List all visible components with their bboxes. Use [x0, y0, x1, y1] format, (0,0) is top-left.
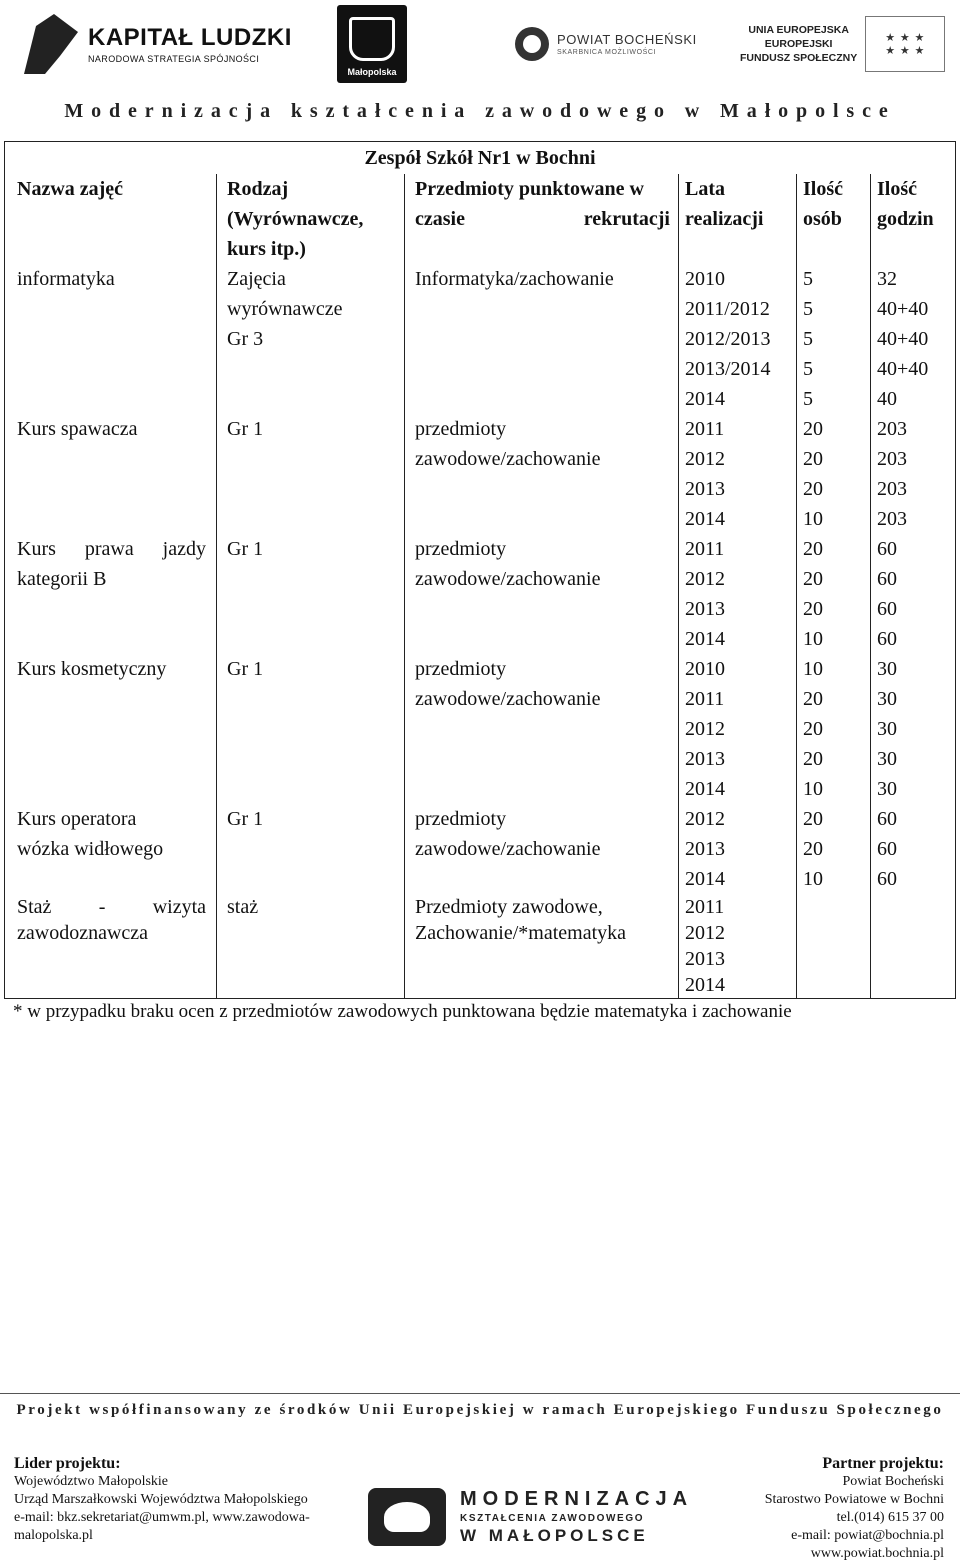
year: 2014 — [685, 868, 725, 890]
malopolska-name: Małopolska — [347, 67, 397, 77]
cell-name — [5, 654, 217, 804]
people-count: 20 — [803, 598, 823, 620]
year: 2014 — [685, 974, 725, 996]
cell-people — [797, 654, 871, 804]
footnote: * w przypadku braku ocen z przedmiotów zawodowych punktowana będzie matematyka i zachowanie — [13, 1001, 792, 1022]
course-name: Kurs operatora wózka widłowego — [17, 808, 164, 860]
scored-subjects: przedmioty — [415, 418, 507, 440]
people-count: 10 — [803, 778, 823, 800]
lider-block — [14, 1455, 334, 1545]
scored-subjects: przedmioty — [415, 808, 507, 830]
partner-line: Powiat Bocheński — [842, 1474, 944, 1489]
cell-type — [217, 534, 405, 654]
year: 2013 — [685, 598, 725, 620]
malopolska-emblem-icon — [349, 17, 395, 61]
kapital-ludzki-logo — [18, 8, 292, 80]
cell-years — [679, 414, 797, 534]
hours-count: 60 — [877, 628, 897, 650]
cell-type — [217, 264, 405, 414]
year: 2011 — [685, 418, 725, 440]
lider-website[interactable]: malopolska.pl — [14, 1528, 93, 1543]
powiat-bochenski-logo — [515, 8, 697, 80]
hours-count: 30 — [877, 778, 897, 800]
hours-count: 40 — [877, 388, 897, 410]
year: 2014 — [685, 778, 725, 800]
hours-count: 32 — [877, 268, 897, 290]
year: 2011/2012 — [685, 298, 770, 320]
people-count: 20 — [803, 568, 823, 590]
cell-name — [5, 264, 217, 414]
hours-count: 203 — [877, 418, 907, 440]
hours-count: 203 — [877, 508, 907, 530]
cell-hours — [871, 414, 956, 534]
cell-people — [797, 894, 871, 999]
course-type: staż — [227, 896, 259, 918]
people-count: 20 — [803, 418, 823, 440]
table-row — [5, 804, 956, 894]
course-name: Kurs spawacza — [17, 418, 138, 440]
year: 2012 — [685, 922, 725, 944]
course-name: informatyka — [17, 268, 115, 290]
people-count: 20 — [803, 838, 823, 860]
eu-line1: UNIA EUROPEJSKA — [748, 24, 849, 36]
cell-years — [679, 804, 797, 894]
partner-line: Starostwo Powiatowe w Bochni — [764, 1492, 944, 1507]
cell-type — [217, 894, 405, 999]
mod-logo-line3: W MAŁOPOLSCE — [460, 1526, 649, 1545]
people-count: 20 — [803, 748, 823, 770]
cell-type — [217, 414, 405, 534]
hours-count: 30 — [877, 718, 897, 740]
scored-subjects: zawodowe/zachowanie — [415, 568, 601, 590]
scored-subjects: Przedmioty zawodowe, — [415, 896, 603, 918]
scored-subjects: zawodowe/zachowanie — [415, 838, 601, 860]
people-count: 5 — [803, 358, 813, 380]
header-type: Rodzaj (Wyrównawcze, kurs itp.) — [217, 174, 405, 264]
people-count: 10 — [803, 868, 823, 890]
eu-flag-icon: ★ ★ ★ ★ ★ ★ — [865, 16, 945, 72]
table-row — [5, 894, 956, 999]
year: 2014 — [685, 628, 725, 650]
courses-table — [4, 141, 956, 999]
year: 2014 — [685, 388, 725, 410]
year: 2012/2013 — [685, 328, 771, 350]
hours-count: 40+40 — [877, 328, 929, 350]
people-count: 20 — [803, 688, 823, 710]
year: 2010 — [685, 268, 725, 290]
people-count: 5 — [803, 388, 813, 410]
scored-subjects: Informatyka/zachowanie — [415, 268, 614, 290]
hours-count: 60 — [877, 568, 897, 590]
hours-count: 60 — [877, 538, 897, 560]
people-count: 5 — [803, 298, 813, 320]
cell-years — [679, 654, 797, 804]
people-count: 20 — [803, 718, 823, 740]
year: 2014 — [685, 508, 725, 530]
lider-heading: Lider projektu: — [14, 1455, 121, 1472]
mod-logo-line1: MODERNIZACJA — [460, 1488, 694, 1510]
kapital-ludzki-tagline: NARODOWA STRATEGIA SPÓJNOŚCI — [88, 54, 260, 64]
header-years: Lata realizacji — [679, 174, 797, 264]
course-name: Staż - wizyta zawodoznawcza — [17, 896, 206, 944]
partner-phone: tel.(014) 615 37 00 — [836, 1510, 944, 1525]
cell-people — [797, 534, 871, 654]
cell-subjects — [405, 804, 679, 894]
course-name: Kurs kosmetyczny — [17, 658, 167, 680]
scored-subjects: przedmioty — [415, 538, 507, 560]
cell-subjects — [405, 534, 679, 654]
course-type: Gr 1 — [227, 658, 264, 680]
people-count: 20 — [803, 478, 823, 500]
people-count: 20 — [803, 538, 823, 560]
modernizacja-emblem-icon — [368, 1488, 446, 1546]
scored-subjects: przedmioty — [415, 658, 507, 680]
header-name: Nazwa zajęć — [5, 174, 217, 264]
hours-count: 60 — [877, 808, 897, 830]
hours-count: 203 — [877, 478, 907, 500]
year: 2011 — [685, 688, 725, 710]
powiat-emblem-icon — [515, 27, 549, 61]
table-row — [5, 264, 956, 414]
hours-count: 203 — [877, 448, 907, 470]
year: 2012 — [685, 568, 725, 590]
eu-line3: FUNDUSZ SPOŁECZNY — [740, 52, 858, 64]
partner-website[interactable]: www.powiat.bochnia.pl — [810, 1546, 944, 1561]
malopolska-logo — [337, 5, 407, 83]
year: 2010 — [685, 658, 725, 680]
cell-name — [5, 534, 217, 654]
cell-people — [797, 414, 871, 534]
scored-subjects: Zachowanie/*matematyka — [415, 922, 627, 944]
cell-name — [5, 414, 217, 534]
program-banner: Modernizacja kształcenia zawodowego w Małopolsce — [64, 100, 896, 122]
year: 2013 — [685, 948, 725, 970]
course-type: Gr 1 — [227, 808, 264, 830]
year: 2012 — [685, 718, 725, 740]
people-count: 10 — [803, 628, 823, 650]
powiat-name: POWIAT BOCHEŃSKI — [557, 32, 697, 47]
partner-heading: Partner projektu: — [822, 1455, 944, 1472]
course-type: Gr 1 — [227, 418, 264, 440]
hours-count: 30 — [877, 748, 897, 770]
year: 2011 — [685, 896, 725, 918]
people-count: 5 — [803, 268, 813, 290]
lider-email[interactable]: e-mail: bkz.sekretariat@umwm.pl, www.zawodowa- — [14, 1510, 310, 1525]
hours-count: 40+40 — [877, 298, 929, 320]
people-count: 5 — [803, 328, 813, 350]
eu-line2: EUROPEJSKI — [764, 38, 833, 50]
year: 2012 — [685, 808, 725, 830]
table-row — [5, 534, 956, 654]
scored-subjects: zawodowe/zachowanie — [415, 688, 601, 710]
year: 2013 — [685, 748, 725, 770]
partner-email[interactable]: e-mail: powiat@bochnia.pl — [791, 1528, 944, 1543]
cell-hours — [871, 654, 956, 804]
header-subjects: Przedmioty punktowane w czasie rekrutacji — [405, 174, 679, 264]
logo-bar — [0, 0, 960, 90]
people-count: 20 — [803, 448, 823, 470]
scored-subjects: zawodowe/zachowanie — [415, 448, 601, 470]
year: 2013 — [685, 838, 725, 860]
lider-line: Województwo Małopolskie — [14, 1474, 169, 1489]
table-caption: Zespół Szkół Nr1 w Bochni — [5, 142, 956, 175]
cell-hours — [871, 534, 956, 654]
cell-hours — [871, 894, 956, 999]
cell-subjects — [405, 894, 679, 999]
year: 2013/2014 — [685, 358, 771, 380]
people-count: 10 — [803, 508, 823, 530]
course-type: Gr 3 — [227, 328, 264, 350]
cell-hours — [871, 264, 956, 414]
cell-subjects — [405, 264, 679, 414]
hours-count: 30 — [877, 688, 897, 710]
eu-logo — [740, 8, 945, 80]
year: 2013 — [685, 478, 725, 500]
lider-line: Urząd Marszałkowski Województwa Małopolskiego — [14, 1492, 308, 1507]
course-type: Gr 1 — [227, 538, 264, 560]
hours-count: 30 — [877, 658, 897, 680]
cell-name — [5, 804, 217, 894]
year: 2012 — [685, 448, 725, 470]
kapital-ludzki-emblem-icon — [18, 14, 78, 74]
course-type: wyrównawcze — [227, 298, 343, 320]
header-people: Ilość osób — [797, 174, 871, 264]
people-count: 10 — [803, 658, 823, 680]
cell-subjects — [405, 414, 679, 534]
mod-logo-line2: KSZTAŁCENIA ZAWODOWEGO — [460, 1513, 645, 1524]
hours-count: 60 — [877, 868, 897, 890]
header-hours: Ilość godzin — [871, 174, 956, 264]
modernizacja-logo — [368, 1488, 693, 1546]
people-count: 20 — [803, 808, 823, 830]
cell-type — [217, 654, 405, 804]
cell-people — [797, 264, 871, 414]
hours-count: 60 — [877, 598, 897, 620]
cell-years — [679, 894, 797, 999]
powiat-tagline: SKARBNICA MOŻLIWOŚCI — [557, 49, 657, 56]
cell-people — [797, 804, 871, 894]
course-name: Kurs prawa jazdy kategorii B — [17, 538, 206, 590]
hours-count: 40+40 — [877, 358, 929, 380]
cell-years — [679, 264, 797, 414]
cell-type — [217, 804, 405, 894]
cell-name — [5, 894, 217, 999]
cell-hours — [871, 804, 956, 894]
cell-years — [679, 534, 797, 654]
kapital-ludzki-name: KAPITAŁ LUDZKI — [88, 24, 292, 51]
partner-block — [765, 1455, 944, 1563]
cell-subjects — [405, 654, 679, 804]
hours-count: 60 — [877, 838, 897, 860]
course-type: Zajęcia — [227, 268, 286, 290]
table-row — [5, 654, 956, 804]
year: 2011 — [685, 538, 725, 560]
table-row — [5, 414, 956, 534]
cofinancing-line: Projekt współfinansowany ze środków Unii Europejskiej w ramach Europejskiego Funduszu Społecznego — [0, 1393, 960, 1419]
